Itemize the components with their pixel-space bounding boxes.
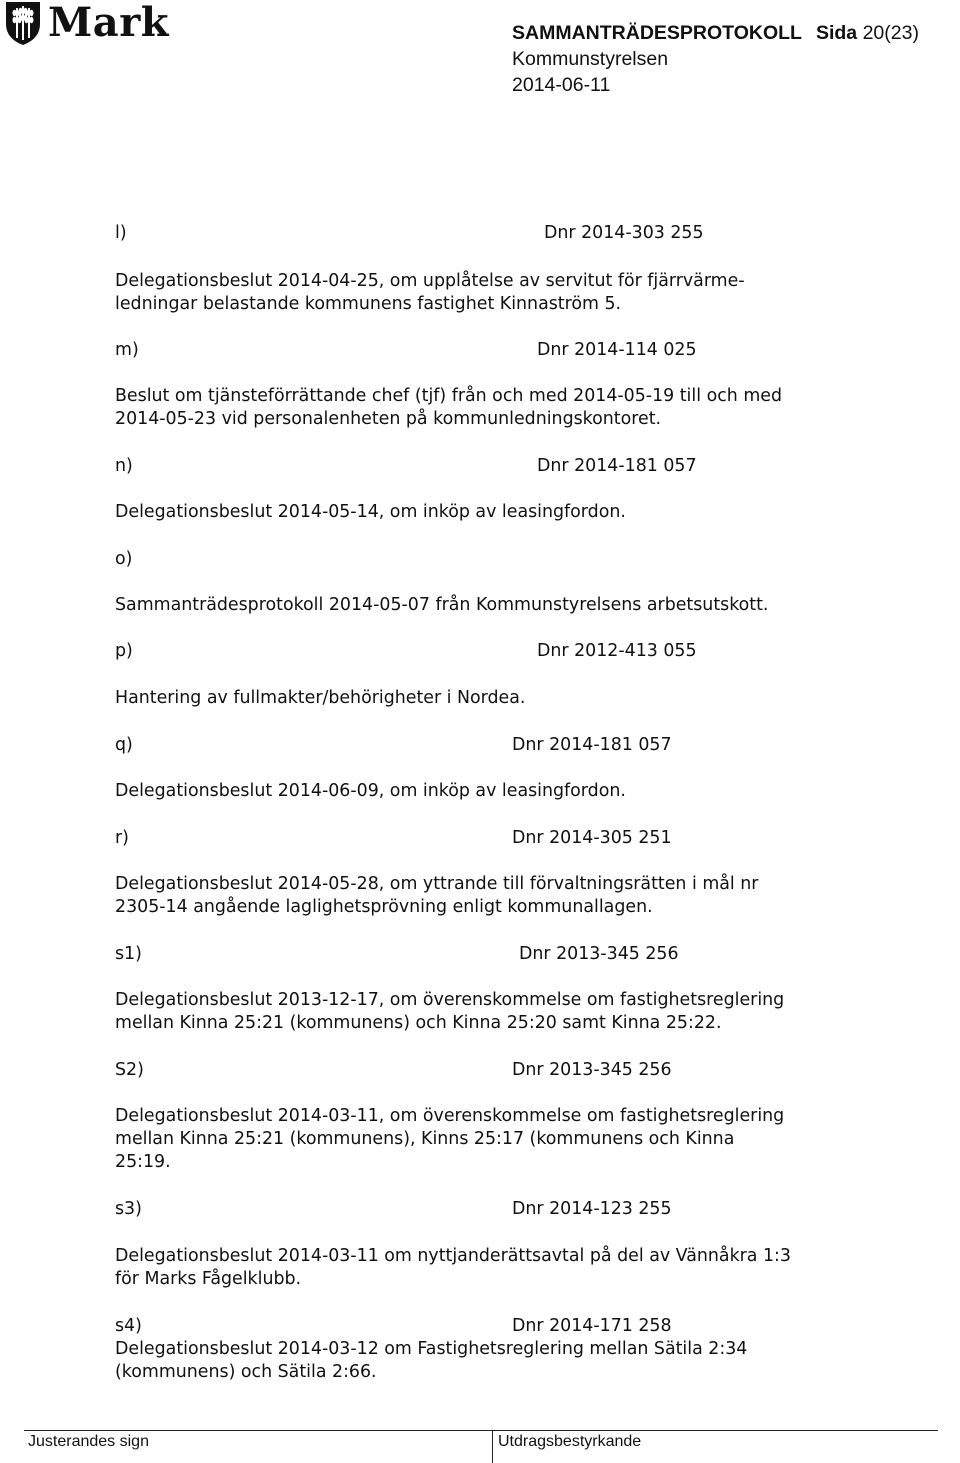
item-text-line: 2305-14 angående laglighetsprövning enligt kommunallagen.: [115, 897, 653, 917]
item-label: s4): [115, 1316, 142, 1336]
item-text-line: för Marks Fågelklubb.: [115, 1269, 302, 1289]
page-label: Sida: [815, 22, 858, 44]
item-text-line: Delegationsbeslut 2014-03-11, om överenskommelse om fastighetsreglering: [115, 1106, 785, 1126]
item-label: r): [115, 828, 129, 848]
item-dnr: Dnr 2014-171 258: [512, 1316, 672, 1336]
committee-name: Kommunstyrelsen: [512, 48, 669, 70]
item-dnr: Dnr 2014-181 057: [512, 735, 672, 755]
item-dnr: Dnr 2014-114 025: [537, 340, 697, 360]
item-text-line: (kommunens) och Sätila 2:66.: [115, 1362, 377, 1382]
item-text-line: Sammanträdesprotokoll 2014-05-07 från Kommunstyrelsens arbetsutskott.: [115, 595, 769, 615]
item-dnr: Dnr 2014-305 251: [512, 828, 672, 848]
item-label: s1): [115, 944, 142, 964]
item-dnr: Dnr 2012-413 055: [537, 641, 697, 661]
item-label: S2): [115, 1060, 144, 1080]
item-label: s3): [115, 1199, 142, 1219]
item-text-line: mellan Kinna 25:21 (kommunens) och Kinna 25:20 samt Kinna 25:22.: [115, 1013, 722, 1033]
item-text-line: 25:19.: [115, 1152, 171, 1172]
item-text-line: Delegationsbeslut 2014-03-11 om nyttjanderättsavtal på del av Vännåkra 1:3: [115, 1246, 791, 1266]
coat-of-arms-icon: [4, 0, 42, 46]
item-label: l): [115, 223, 127, 243]
item-text-line: Delegationsbeslut 2014-05-14, om inköp av leasingfordon.: [115, 502, 626, 522]
item-dnr: Dnr 2014-303 255: [544, 223, 704, 243]
item-text-line: Delegationsbeslut 2014-04-25, om upplåtelse av servitut för fjärrvärme-: [115, 271, 745, 291]
item-text-line: ledningar belastande kommunens fastighet Kinnaström 5.: [115, 294, 622, 314]
meeting-date: 2014-06-11: [512, 74, 611, 96]
item-text-line: Delegationsbeslut 2014-06-09, om inköp av leasingfordon.: [115, 781, 626, 801]
item-dnr: Dnr 2013-345 256: [519, 944, 679, 964]
item-text-line: Delegationsbeslut 2014-03-12 om Fastighetsreglering mellan Sätila 2:34: [115, 1339, 748, 1359]
item-label: p): [115, 641, 133, 661]
item-text-line: Delegationsbeslut 2013-12-17, om överenskommelse om fastighetsreglering: [115, 990, 785, 1010]
footer-certification-label: Utdragsbestyrkande: [498, 1433, 642, 1450]
page-number: 20(23): [862, 22, 919, 44]
item-dnr: Dnr 2013-345 256: [512, 1060, 672, 1080]
footer-divider: [24, 1430, 938, 1431]
item-text-line: Hantering av fullmakter/behörigheter i Nordea.: [115, 688, 526, 708]
protocol-title: SAMMANTRÄDESPROTOKOLL: [512, 22, 802, 44]
item-text-line: 2014-05-23 vid personalenheten på kommunledningskontoret.: [115, 409, 662, 429]
item-label: n): [115, 456, 133, 476]
item-text-line: Beslut om tjänsteförrättande chef (tjf) från och med 2014-05-19 till och med: [115, 386, 783, 406]
item-dnr: Dnr 2014-123 255: [512, 1199, 672, 1219]
item-dnr: Dnr 2014-181 057: [537, 456, 697, 476]
item-label: o): [115, 549, 133, 569]
item-text-line: Delegationsbeslut 2014-05-28, om yttrande till förvaltningsrätten i mål nr: [115, 874, 759, 894]
footer-signature-label: Justerandes sign: [28, 1433, 149, 1450]
item-text-line: mellan Kinna 25:21 (kommunens), Kinns 25:17 (kommunens och Kinna: [115, 1129, 735, 1149]
municipality-logo: [4, 0, 169, 46]
item-label: m): [115, 340, 139, 360]
item-label: q): [115, 735, 133, 755]
document-header: [512, 22, 919, 97]
footer-separator: [492, 1430, 493, 1463]
logo-wordmark: Mark: [48, 0, 169, 46]
